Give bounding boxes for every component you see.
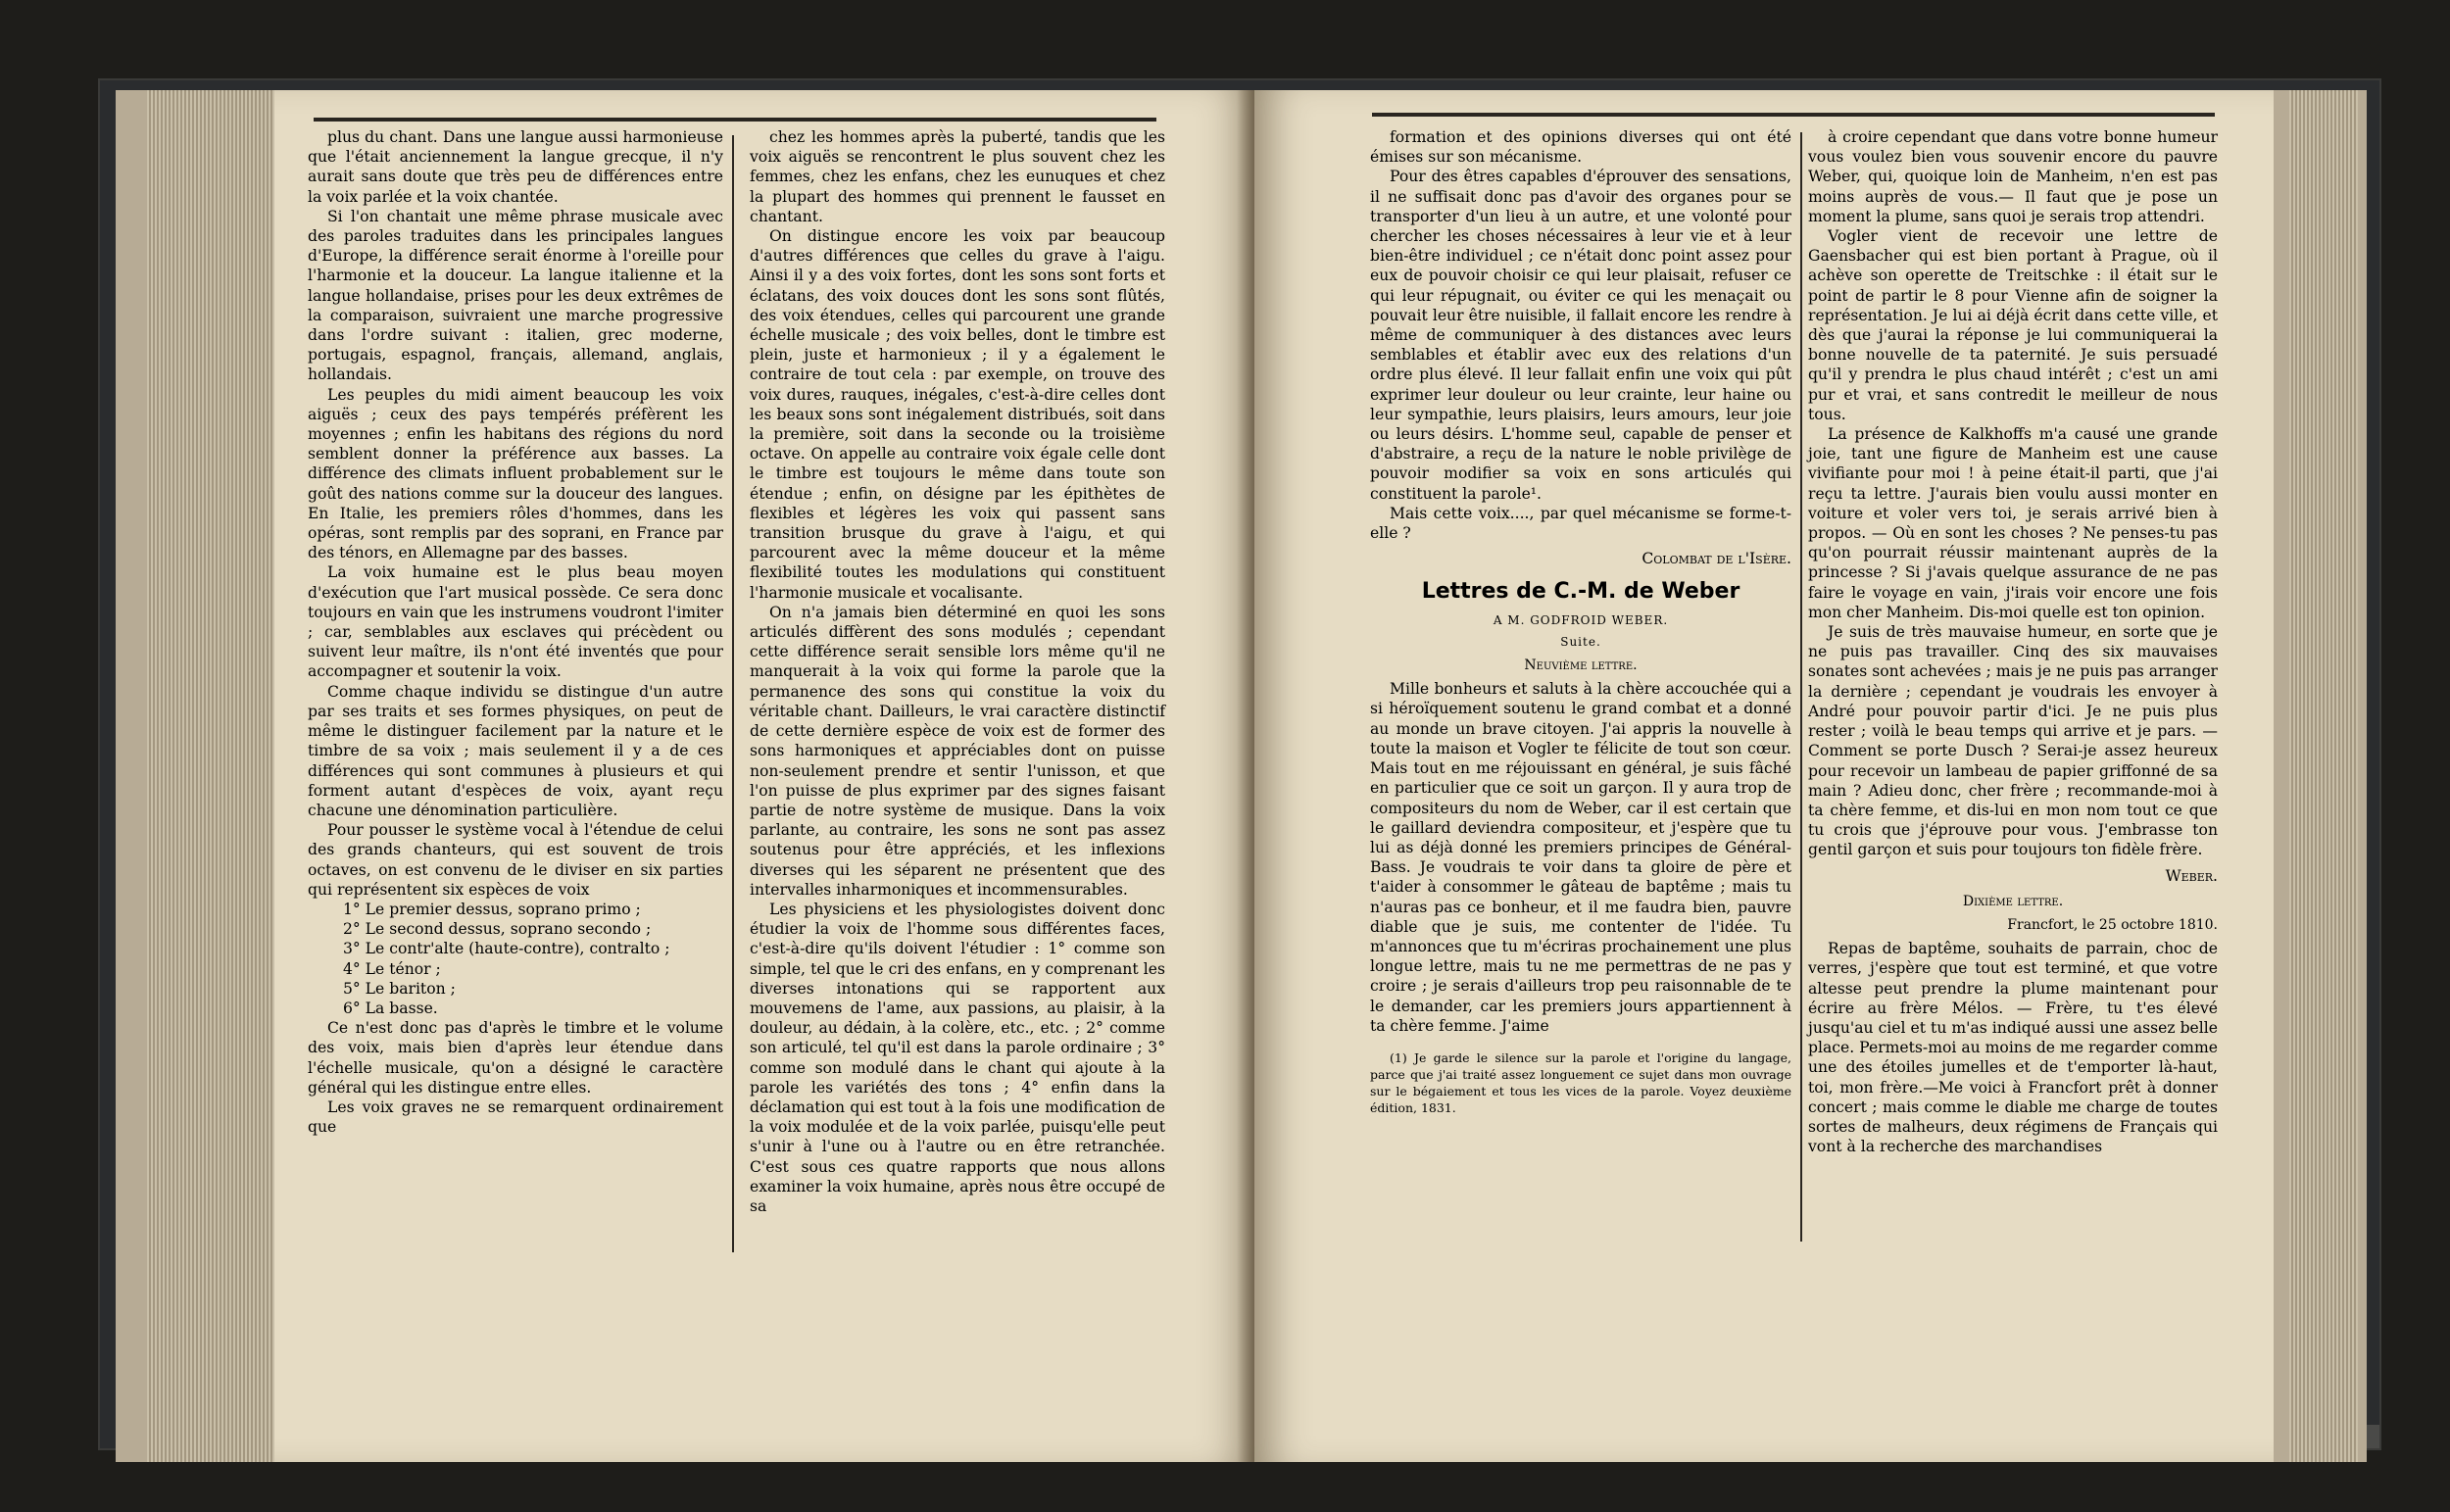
paragraph: La voix humaine est le plus beau moyen d'exécution que l'art musical possède. Ce sera donc toujours en vain que les instrumens voudront l'imiter ; car, semblables aux esclaves qui précèdent ou suivent leur maître, ils n'ont été inventés que pour accompagner et soutenir la voix.	[308, 563, 723, 681]
paragraph: plus du chant. Dans une langue aussi harmonieuse que l'était anciennement la langue grecque, il n'y aurait sans doute que très peu de différences entre la voix parlée et la voix chantée.	[308, 128, 723, 206]
list-item: 4° Le ténor ;	[343, 959, 441, 978]
left-column-1	[308, 127, 723, 1137]
paragraph: Pour des êtres capables d'éprouver des sensations, il ne suffisait donc pas d'avoir des organes pour se transporter d'un lieu à un autre, et une volonté pour chercher les choses nécessaires à leur vie et à leur bien-être individuel ; ce n'était donc point assez pour eux de pouvoir choisir ce qui leur plaisait, refuser ce qui leur répugnait, ou éviter ce qui les menaçait ou pouvait leur être nuisible, il fallait encore les rendre à même de communiquer à des distances avec leurs semblables et établir avec eux des relations d'un ordre plus élevé. Il leur fallait enfin une voix qui pût exprimer leur douleur ou leur crainte, leur haine ou leur sympathie, leurs plaisirs, leurs amours, leur joie ou leurs désirs. L'homme seul, capable de penser et d'abstraire, a reçu de la nature le noble privilège de pouvoir modifier sa voix en sons articulés qui constituent la parole¹.	[1370, 168, 1791, 503]
left-column-divider	[732, 135, 734, 1252]
paragraph: On distingue encore les voix par beaucoup d'autres différences que celles du grave à l'aigu. Ainsi il y a des voix fortes, dont les sons sont forts et éclatans, des voix douces dont les sons sont flûtés, des voix étendues, celles qui parcourent une grande échelle musicale ; des voix belles, dont le timbre est plein, juste et harmonieux ; il y a également le contraire de tout cela : par exemple, on trouve des voix dures, rauques, inégales, c'est-à-dire celles dont les beaux sons sont inégalement distribués, soit dans la première, soit dans la seconde ou la troisième octave. On appelle au contraire voix égale celle dont le timbre est toujours le même dans toute son étendue ; enfin, on désigne par les épithètes de flexibles et légères les voix qui passent sans transition brusque du grave à l'aigu, et qui parcourent avec la même douceur et la même flexibilité toutes les modulations qui constituent l'harmonie musicale et vocalisante.	[750, 227, 1165, 602]
article-recipient: A M. GODFROID WEBER.	[1493, 612, 1669, 627]
right-column-2	[1808, 127, 2218, 1156]
paragraph: Pour pousser le système vocal à l'étendue de celui des grands chanteurs, qui est souvent de trois octaves, on est convenu de le diviser en six parties qui représentent six espèces de voix	[308, 821, 723, 899]
footnote: (1) Je garde le silence sur la parole et l'origine du langage, parce que j'ai traité assez longuement ce sujet dans mon ouvrage sur le bégaiement et tous les vices de la parole. Voyez deuxième édition, 1831.	[1370, 1049, 1791, 1115]
paragraph: Repas de baptême, souhaits de parrain, choc de verres, j'espère que tout est terminé, et que votre altesse peut prendre la plume maintenant pour écrire au frère Mélos. — Frère, tu t'es élevé jusqu'au ciel et tu m'as indiqué aussi une assez belle place. Permets-moi au moins de me regarder comme une des étoiles jumelles et de t'emporter là-haut, toi, mon frère.—Me voici à Francfort prêt à donner concert ; mais comme le diable me charge de toutes sortes de malheurs, deux régimens de Français qui vont à la recherche des marchandises	[1808, 940, 2218, 1156]
paragraph: formation et des opinions diverses qui ont été émises sur son mécanisme.	[1370, 128, 1791, 167]
article-heading: Lettres de C.-M. de Weber	[1421, 579, 1740, 605]
left-page-edges	[147, 90, 274, 1462]
paragraph: Mille bonheurs et saluts à la chère accouchée qui a si héroïquement soutenu le grand combat et a donné au monde un brave citoyen. J'ai appris la nouvelle à toute la maison et Vogler te félicite de tout son cœur. Mais tout en me réjouissant en général, je suis fâché en particulier que ce soit un garçon. Il y aura trop de compositeurs du nom de Weber, car il est certain que le gaillard deviendra compositeur, et j'espère que tu lui as déjà donné les premiers principes de Général-Bass. Je voudrais te voir dans ta gloire de père et t'aider à consommer le gâteau de baptême ; mais tu n'auras pas ce bonheur, et il me faudra bien, pauvre diable que je suis, me contenter de l'idée. Tu m'annonces que tu m'écriras prochainement une plus longue lettre, mais tu ne me permettras de ne pas y croire ; je serais d'ailleurs trop peu raisonnable de te le demander, car les premiers jours appartiennent à ta chère femme. J'aime	[1370, 680, 1791, 1035]
paragraph: On n'a jamais bien déterminé en quoi les sons articulés diffèrent des sons modulés ; cependant cette différence serait sensible lors même qu'il ne manquerait à la voix qui forme la parole que la permanence des sons qui constitue la voix du véritable chant. Dailleurs, le vrai caractère distinctif de cette dernière espèce de voix est de former des sons harmoniques et appréciables dont on puisse non-seulement prendre et sentir l'unisson, et que l'on puisse de plus exprimer par des signes faisant partie de notre système de musique. Dans la voix parlante, au contraire, les sons ne sont pas assez soutenus pour être appréciés, et les inflexions diverses qui les séparent ne présentent que des intervalles inharmoniques et incommensurables.	[750, 603, 1165, 899]
paragraph: à croire cependant que dans votre bonne humeur vous voulez bien vous souvenir encore du pauvre Weber, qui, quoique loin de Manheim, n'en est pas moins auprès de vous.— Il faut que je pose un moment la plume, sans quoi je serais trop attendri.	[1808, 128, 2218, 225]
paragraph: Les peuples du midi aiment beaucoup les voix aiguës ; ceux des pays tempérés préfèrent les moyennes ; enfin les habitans des régions du nord semblent donner la préférence aux basses. La différence des climats influent probablement sur le goût des nations comme sur la douceur des langues. En Italie, les premiers rôles d'hommes, dans les opéras, sont remplis par des soprani, en France par des ténors, en Allemagne par des basses.	[308, 385, 723, 562]
author-signature: Weber.	[2165, 866, 2218, 885]
list-item: 2° Le second dessus, soprano secondo ;	[343, 920, 652, 939]
list-item: 1° Le premier dessus, soprano primo ;	[343, 900, 641, 918]
paragraph: Ce n'est donc pas d'après le timbre et le volume des voix, mais bien d'après leur étendue dans l'échelle musicale, qu'on a désigné le caractère général qui les distingue entre elles.	[308, 1019, 723, 1097]
paragraph: Si l'on chantait une même phrase musicale avec des paroles traduites dans les principales langues d'Europe, la différence serait énorme à l'oreille pour l'harmonie et la douceur. La langue italienne et la langue hollandaise, prises pour les deux extrêmes de la comparaison, suivraient une marche progressive dans l'ordre suivant : italien, grec moderne, portugais, espagnol, français, allemand, anglais, hollandais.	[308, 207, 723, 384]
article-suite: Suite.	[1560, 634, 1601, 649]
left-column-2	[750, 127, 1165, 1216]
letter-title: Neuvième lettre.	[1524, 658, 1638, 674]
letter-title: Dixième lettre.	[1962, 893, 2064, 909]
right-column-divider	[1800, 132, 1802, 1242]
paragraph: chez les hommes après la puberté, tandis que les voix aiguës se rencontrent le plus souvent chez les femmes, chez les enfans, chez les eunuques et chez la plupart des hommes qui prennent le fausset en chantant.	[750, 128, 1165, 225]
right-top-rule	[1372, 113, 2215, 117]
paragraph: Comme chaque individu se distingue d'un autre par ses traits et ses formes physiques, on peut de même le distinguer facilement par la nature et le timbre de sa voix ; mais seulement il y a de ces différences qui sont communes à plusieurs et qui forment autant d'espèces de voix, ayant reçu chacune une dénomination particulière.	[308, 682, 723, 819]
letter-dateline: Francfort, le 25 octobre 1810.	[2007, 916, 2218, 933]
paragraph: Mais cette voix...., par quel mécanisme se forme-t-elle ?	[1370, 504, 1791, 543]
paragraph: La présence de Kalkhoffs m'a causé une grande joie, tant une figure de Manheim est une cause vivifiante pour moi ! à peine était-il parti, que j'ai reçu ta lettre. J'aurais bien voulu aussi monter en voiture et voler vers toi, je serais arrivé bien à propos. — Où en sont les choses ? Ne penses-tu pas qu'on pourrait réussir maintenant auprès de la princesse ? Si j'avais quelque assurance de ne pas faire le voyage en vain, j'irais voir encore une fois mon cher Manheim. Dis-moi quelle est ton opinion.	[1808, 425, 2218, 621]
paragraph: Les voix graves ne se remarquent ordinairement que	[308, 1097, 723, 1137]
paragraph: Je suis de très mauvaise humeur, en sorte que je ne puis pas travailler. Cinq des six mauvaises sonates sont achevées ; mais je ne puis pas arranger la dernière ; cependant je voudrais les envoyer à André pour pouvoir partir d'ici. Je ne puis plus rester ; voilà le beau temps qui arrive et je pars. — Comment se porte Dusch ? Serai-je assez heureux pour recevoir un lambeau de papier griffonné de sa main ? Adieu donc, cher frère ; recommande-moi à ta chère femme, et dis-lui en mon nom tout ce que tu crois que j'éprouve pour vous. J'embrasse ton gentil garçon et suis pour toujours ton fidèle frère.	[1808, 623, 2218, 859]
list-item: 3° Le contr'alte (haute-contre), contralto ;	[343, 940, 670, 958]
left-top-rule	[314, 118, 1156, 122]
right-column-1	[1370, 127, 1791, 1116]
author-signature: Colombat de l'Isère.	[1642, 550, 1791, 568]
paragraph: Vogler vient de recevoir une lettre de Gaensbacher qui est bien portant à Prague, où il achève son operette de Treitschke : il était sur le point de partir le 8 pour Vienne afin de soigner la représentation. Je lui ai déjà écrit dans cette ville, et dès que j'aurai la réponse je lui communiquerai la bonne nouvelle de ta paternité. Je suis persuadé qu'il y prendra le plus chaud intérêt ; c'est un ami pur et vrai, et sans contredit le meilleur de nous tous.	[1808, 227, 2218, 423]
right-page-edges	[2289, 90, 2358, 1462]
list-item: 5° Le bariton ;	[343, 979, 456, 998]
list-item: 6° La basse.	[343, 999, 438, 1017]
paragraph: Les physiciens et les physiologistes doivent donc étudier la voix de l'homme sous différentes faces, c'est-à-dire qu'ils doivent l'étudier : 1° comme son simple, tel que le cri des enfans, en y comprenant les diverses intonations qui se rapportent aux mouvemens de l'ame, aux passions, au plaisir, à la douleur, au dédain, à la colère, etc., etc. ; 2° comme son articulé, tel qu'il est dans la parole ordinaire ; 3° comme son modulé dans le chant qui ajoute à la parole les variétés des tons ; 4° enfin dans la déclamation qui est tout à la fois une modification de la voix modulée et de la voix parlée, puisqu'elle peut s'unir à l'une ou à l'autre ou en être retranchée. C'est sous ces quatre rapports que nous allons examiner la voix humaine, après nous être occupé de sa	[750, 900, 1165, 1215]
